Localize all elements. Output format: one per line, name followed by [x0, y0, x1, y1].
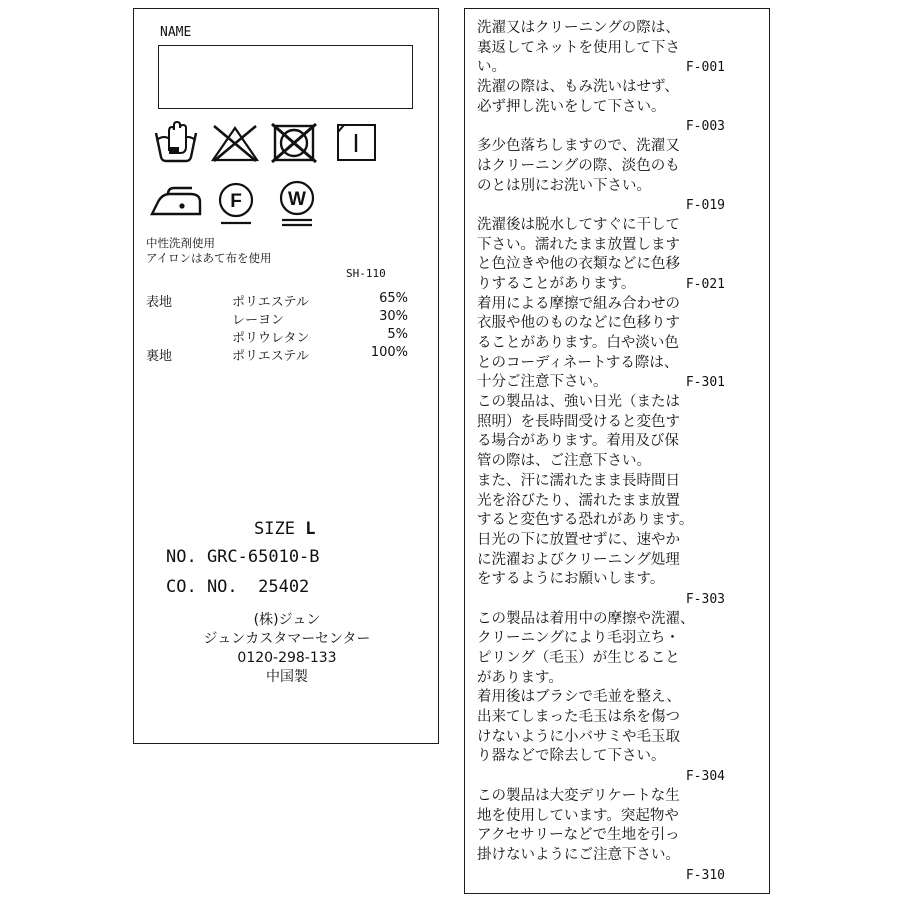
care-text-line [477, 216, 763, 236]
care-text-line [477, 688, 763, 708]
name-caption: NAME [160, 25, 192, 40]
care-text-line [477, 314, 763, 334]
care-text-line [477, 472, 763, 492]
fabric-material: レーヨン [232, 313, 285, 328]
care-text-line [477, 413, 763, 433]
care-text: はクリーニングの際、淡色のも [477, 157, 680, 174]
care-text-line [477, 393, 763, 413]
care-text-line [477, 826, 763, 846]
size-line [254, 519, 315, 539]
care-code: F-301 [685, 375, 725, 391]
care-text-line [477, 511, 763, 531]
care-text-line [477, 255, 763, 275]
care-text: 洗濯又はクリーニングの際は、 [477, 20, 680, 36]
care-text-line [477, 275, 763, 295]
care-text: があります。 [477, 669, 563, 686]
care-code: F-003 [685, 119, 725, 135]
care-text-line [477, 492, 763, 512]
care-text: と色泣きや他の衣類などに色移 [477, 256, 680, 273]
care-text-line [477, 649, 763, 669]
wet-clean-letter: W [288, 189, 306, 210]
care-text-line [477, 747, 763, 767]
company-block [134, 611, 440, 687]
phone-number: 0120-298-133 [237, 650, 337, 666]
line-dry-icon [336, 122, 378, 164]
care-text-line [477, 295, 763, 315]
care-text: また、汗に濡れたまま長時間日 [477, 472, 680, 489]
country-of-origin: 中国製 [266, 669, 308, 685]
care-text: 洗濯後は脱水してすぐに干して [477, 216, 680, 233]
care-text: 下さい。濡れたまま放置します [477, 236, 680, 253]
care-text: 着用による摩擦で組み合わせの [477, 295, 680, 312]
care-text-line [477, 19, 763, 39]
care-text-line [477, 137, 763, 157]
wet-clean-W-icon [277, 179, 317, 229]
fabric-percent: 100% [370, 345, 408, 360]
size-label: SIZE [254, 519, 295, 539]
co-number: CO. NO. 25402 [166, 577, 310, 597]
fabric-material: ポリエステル [232, 295, 309, 310]
care-text-line [477, 669, 763, 689]
no-bleach-icon [210, 123, 260, 163]
care-text-line [477, 531, 763, 551]
iron-low-icon [148, 184, 204, 220]
care-text: い。 [477, 59, 506, 76]
care-code: F-303 [685, 591, 725, 607]
care-text: 衣服や他のものなどに色移りす [477, 315, 680, 332]
fabric-percent: 65% [379, 291, 408, 306]
label-code: SH-110 [346, 267, 386, 280]
care-text: 掛けないようにご注意下さい。 [477, 846, 680, 863]
care-text: この製品は、強い日光（または [477, 394, 680, 411]
care-text: をするようにお願いします。 [477, 571, 665, 588]
care-text: ることがあります。白や淡い色 [477, 335, 679, 351]
care-text: り器などで除去して下さい。 [477, 748, 666, 765]
care-text-line [477, 58, 763, 78]
care-label-left [133, 8, 439, 744]
care-text: 多少色落ちしますので、洗濯又 [477, 138, 680, 155]
fabric-row [146, 345, 408, 363]
no-tumble-dry-icon [270, 122, 318, 164]
care-text-line [477, 78, 763, 98]
care-text: りすることがあります。 [477, 275, 636, 292]
fabric-part: 裏地 [146, 349, 173, 364]
care-text-line [477, 610, 763, 630]
care-text: 管の際は、ご注意下さい。 [477, 453, 651, 470]
care-text: のとは別にお洗い下さい。 [477, 177, 651, 194]
care-text-line [477, 846, 763, 866]
care-text: この製品は大変デリケートな生 [477, 787, 680, 804]
care-code: F-021 [685, 276, 725, 292]
care-text-line [477, 354, 763, 374]
care-text-line [477, 177, 763, 197]
dry-clean-F-icon [216, 181, 256, 227]
care-text: 十分ご注意下さい。 [477, 374, 608, 391]
care-text: 光を浴びたり、濡れたまま放置 [477, 492, 680, 509]
hand-wash-icon [152, 121, 200, 165]
care-text: すると変色する恐れがあります。 [477, 512, 694, 529]
care-note-detergent: 中性洗剤使用 [146, 236, 215, 250]
size-value: L [305, 519, 316, 539]
fabric-part: 表地 [146, 295, 173, 310]
care-text-line [477, 551, 763, 571]
care-code: F-019 [685, 198, 725, 214]
fabric-material: ポリエステル [232, 349, 309, 364]
care-text: に洗濯およびクリーニング処理 [477, 551, 680, 568]
fabric-percent: 30% [379, 309, 408, 324]
care-instructions [477, 19, 763, 885]
care-text: アクセサリーなどで生地を引っ [477, 827, 680, 844]
care-text: る場合があります。着用及び保 [477, 433, 679, 450]
name-field-box [158, 45, 413, 109]
care-text-line [477, 334, 763, 354]
fabric-row [146, 309, 408, 327]
care-text-line [477, 39, 763, 59]
fabric-percent: 5% [387, 327, 408, 342]
care-note-iron: アイロンはあて布を使用 [146, 251, 272, 265]
care-text: 出来てしまった毛玉は糸を傷つ [477, 709, 680, 726]
care-text-line [477, 728, 763, 748]
care-code: F-304 [685, 769, 725, 785]
care-text: 着用後はブラシで毛並を整え、 [477, 689, 681, 706]
care-text: この製品は着用中の摩擦や洗濯、 [477, 610, 695, 627]
care-text-line [477, 452, 763, 472]
dry-clean-letter: F [230, 191, 242, 212]
care-code: F-001 [685, 60, 725, 76]
care-text: クリーニングにより毛羽立ち・ [477, 630, 680, 647]
care-text-line [477, 157, 763, 177]
care-text-line [477, 373, 763, 393]
care-text-line [477, 807, 763, 827]
care-text: 地を使用しています。突起物や [477, 807, 679, 824]
care-text: とのコーディネートする際は、 [477, 354, 679, 371]
care-text-line [477, 570, 763, 590]
care-text-line [477, 432, 763, 452]
care-text-line [477, 708, 763, 728]
care-text: 日光の下に放置せずに、速やか [477, 531, 680, 548]
care-label-right [464, 8, 770, 894]
care-text-line [477, 236, 763, 256]
fabric-material: ポリウレタン [232, 331, 310, 346]
care-text: 裏返してネットを使用して下さ [477, 39, 680, 56]
care-text-line [477, 787, 763, 807]
fabric-row [146, 327, 408, 345]
care-text: ピリング（毛玉）が生じること [477, 650, 680, 666]
care-text: 照明）を長時間受けると変色す [477, 413, 680, 430]
customer-center: ジュンカスタマーセンター [203, 631, 371, 647]
fabric-row [146, 291, 408, 309]
product-number: NO. GRC-65010-B [166, 547, 320, 567]
care-text: けないように小バサミや毛玉取 [477, 728, 680, 745]
care-text-line [477, 629, 763, 649]
care-code: F-310 [685, 867, 725, 883]
care-text-line [477, 98, 763, 118]
care-text: 洗濯の際は、もみ洗いはせず、 [477, 79, 679, 96]
care-text: 必ず押し洗いをして下さい。 [477, 98, 666, 115]
company-name: (株)ジュン [253, 612, 321, 628]
